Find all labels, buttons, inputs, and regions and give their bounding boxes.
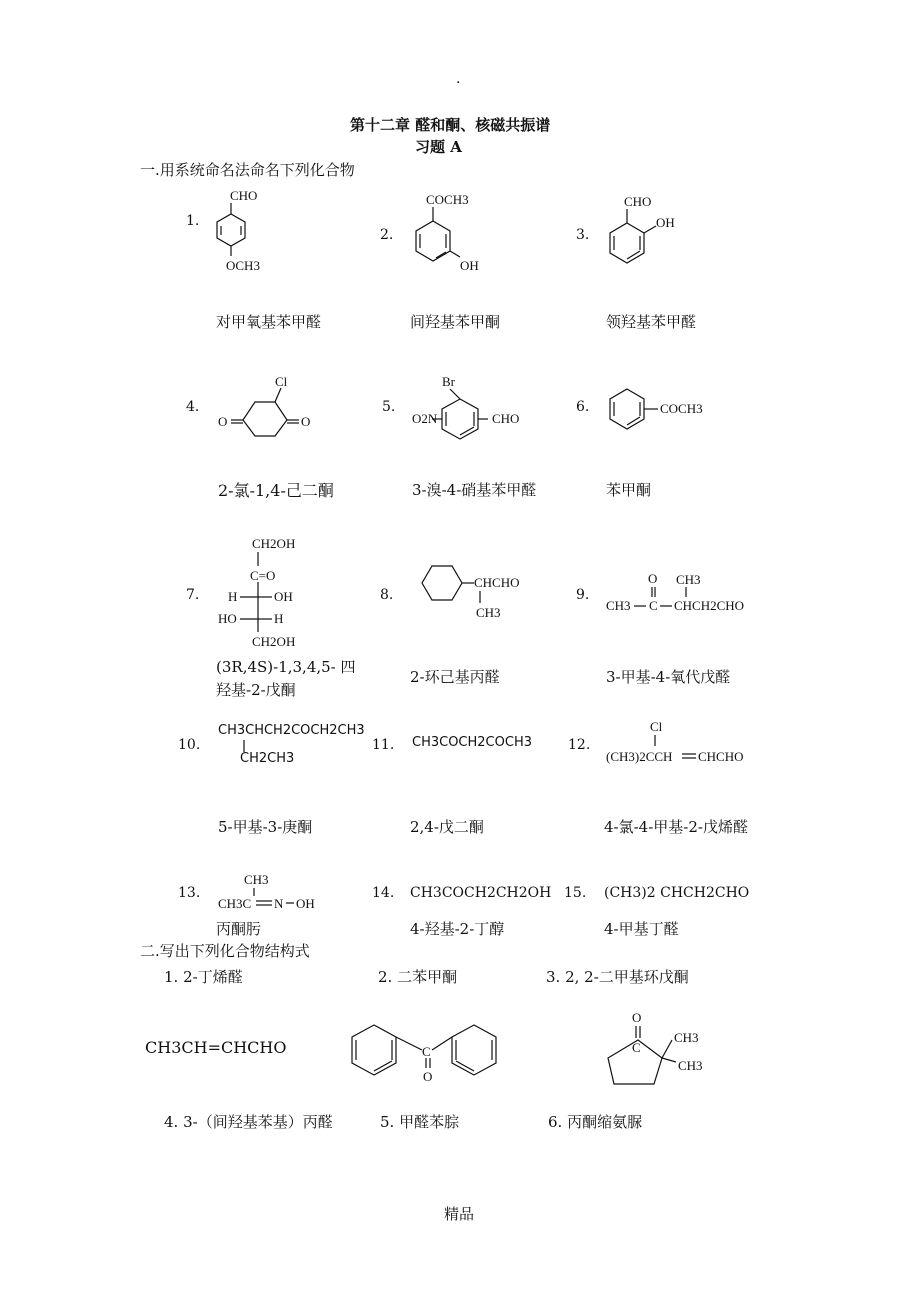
label: C=O (250, 568, 276, 583)
header-dot: . (456, 71, 461, 87)
label: O (218, 414, 228, 429)
item-number: 12. (568, 737, 591, 753)
structure-8 (408, 560, 538, 625)
item-number: 15. (564, 885, 587, 901)
label: O2N (412, 411, 438, 426)
item-number: 4. (186, 399, 200, 415)
label: CHCH2CHO (674, 598, 745, 613)
label: N (274, 896, 284, 911)
formula: CH2CH3 (240, 751, 295, 766)
item-number: 11. (372, 737, 395, 753)
question: 1. 2-丁烯醛 (164, 968, 243, 986)
answer: 3-溴-4-硝基苯甲醛 (412, 481, 537, 499)
answer: 2,4-戊二酮 (410, 818, 484, 836)
label: O (648, 571, 658, 586)
label: CHCHO (474, 575, 520, 590)
item-number: 2. (380, 227, 394, 243)
label: H (274, 611, 284, 626)
label: (CH3)2CCH (606, 749, 673, 764)
structure-7 (212, 534, 322, 654)
label: CH3 (674, 1030, 699, 1045)
formula: CH3COCH2CH2OH (410, 885, 552, 901)
answer: (3R,4S)-1,3,4,5- 四 (216, 658, 356, 676)
formula: CH3COCH2COCH3 (412, 735, 532, 750)
section2-heading: 二.写出下列化合物结构式 (140, 942, 310, 960)
structure-4 (215, 372, 330, 442)
item-number: 14. (372, 885, 395, 901)
label: CH3 (244, 872, 269, 887)
label: O (301, 414, 311, 429)
formula: (CH3)2 CHCH2CHO (604, 885, 750, 901)
answer: 领羟基苯甲醛 (606, 313, 697, 331)
structure-13 (216, 870, 336, 918)
label: CH2OH (252, 634, 296, 649)
label: COCH3 (426, 192, 469, 207)
structure-12 (604, 718, 774, 766)
label: C (632, 1040, 641, 1055)
exercise-title: 习题 A (415, 138, 462, 156)
label: CH3 (678, 1058, 703, 1073)
question: 2. 二苯甲酮 (378, 968, 458, 986)
label: O (632, 1010, 642, 1025)
answer: 羟基-2-戊酮 (216, 681, 296, 699)
label: CH2OH (252, 536, 296, 551)
answer: 4-羟基-2-丁醇 (410, 920, 505, 938)
item-number: 6. (576, 399, 590, 415)
label: OH (460, 258, 479, 273)
label: Br (442, 374, 455, 389)
answer: 2-环己基丙醛 (410, 668, 500, 686)
item-number: 1. (186, 213, 200, 229)
item-number: 13. (178, 885, 201, 901)
label: CHO (624, 194, 652, 209)
label: Cl (650, 719, 663, 734)
answer: 3-甲基-4-氧代戊醛 (606, 668, 731, 686)
answer: 对甲氧基苯甲醛 (216, 313, 322, 331)
label: COCH3 (660, 401, 703, 416)
formula: CH3CHCH2COCH2CH3 (218, 723, 365, 738)
structure-5 (410, 372, 560, 447)
chapter-title: 第十二章 醛和酮、核磁共振谱 (350, 116, 551, 134)
answer: 苯甲酮 (606, 481, 652, 499)
structure-9 (604, 570, 774, 620)
section1-heading: 一.用系统命名法命名下列化合物 (140, 161, 355, 179)
structure-3 (600, 192, 700, 277)
question: 5. 甲醛苯腙 (380, 1113, 460, 1131)
label: CH3 (476, 605, 501, 620)
answer: 丙酮肟 (216, 920, 262, 938)
footer-text: 精品 (444, 1205, 475, 1223)
structure-6 (600, 385, 730, 435)
label: C (422, 1044, 431, 1059)
label: O (423, 1069, 433, 1084)
question: 4. 3-（间羟基苯基）丙醛 (164, 1113, 333, 1131)
label: CH3C (218, 896, 252, 911)
structure-1 (210, 186, 290, 278)
question: 3. 2, 2-二甲基环戊酮 (546, 968, 689, 986)
answer-formula: CH3CH=CHCHO (145, 1038, 287, 1057)
item-number: 10. (178, 737, 201, 753)
label: CH3 (606, 598, 631, 613)
label: CH3 (676, 572, 701, 587)
answer: 4-甲基丁醛 (604, 920, 679, 938)
item-number: 9. (576, 587, 590, 603)
item-number: 3. (576, 227, 590, 243)
item-number: 8. (380, 587, 394, 603)
label: CHCHO (698, 749, 744, 764)
label: C (649, 598, 658, 613)
dimethylcyclopentanone-structure (596, 1000, 726, 1095)
answer: 4-氯-4-甲基-2-戊烯醛 (604, 818, 748, 836)
answer: 5-甲基-3-庚酮 (218, 818, 313, 836)
label: Cl (275, 374, 288, 389)
label: OH (274, 589, 293, 604)
answer: 间羟基苯甲酮 (410, 313, 501, 331)
label: OCH3 (226, 258, 260, 273)
label: OH (656, 215, 675, 230)
label: H (228, 589, 238, 604)
question: 6. 丙酮缩氨脲 (548, 1113, 643, 1131)
label: CHO (230, 188, 258, 203)
label: CHO (492, 411, 520, 426)
benzophenone-structure (344, 1018, 514, 1093)
structure-2 (400, 188, 510, 283)
answer: 2-氯-1,4-己二酮 (218, 481, 334, 500)
item-number: 7. (186, 587, 200, 603)
label: OH (296, 896, 315, 911)
item-number: 5. (382, 399, 396, 415)
label: HO (218, 611, 237, 626)
